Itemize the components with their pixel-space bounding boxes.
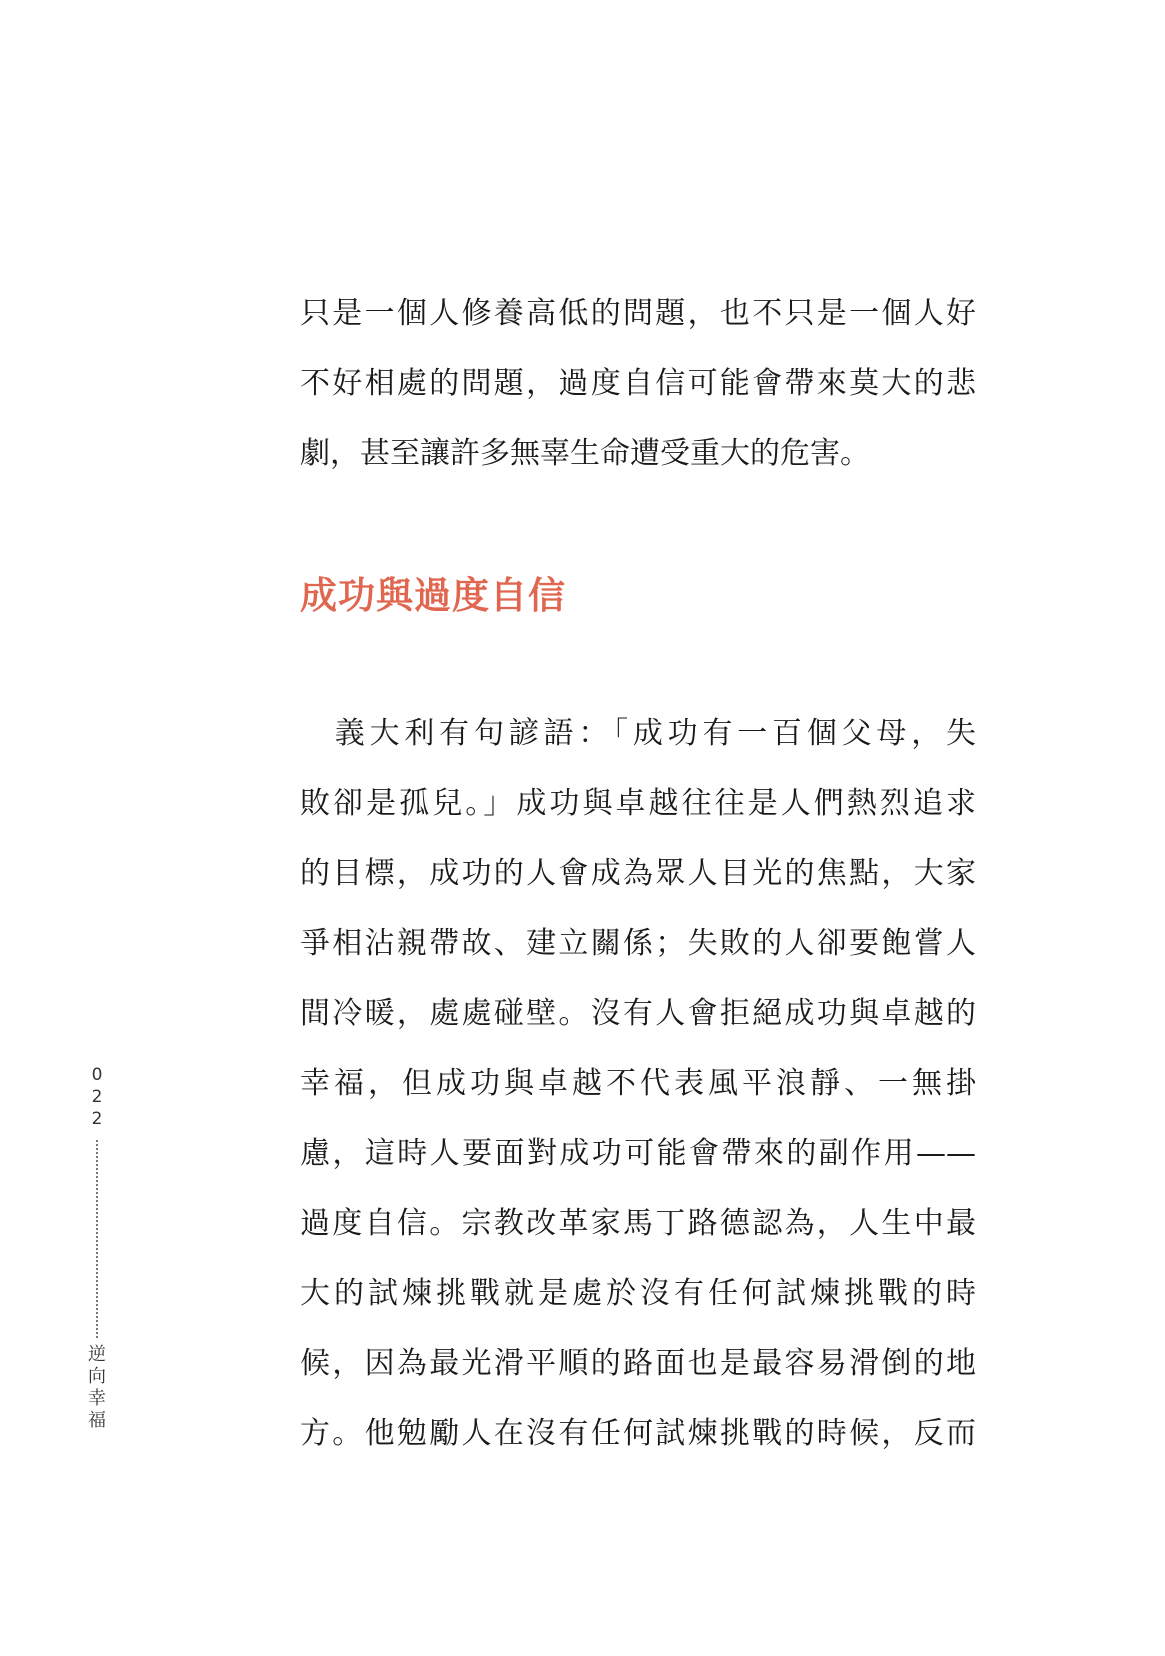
page-sidebar [86,1064,108,1444]
body-paragraph [300,699,976,1469]
text-line: 間冷暖，處處碰壁。沒有人會拒絕成功與卓越的 [300,996,976,1031]
running-title-char: 逆 [88,1344,106,1365]
text-line: 只是一個人修養高低的問題，也不只是一個人好 [300,296,976,331]
page-number-digit: 2 [91,1087,103,1107]
running-title [86,1344,108,1432]
text-line: 幸福，但成功與卓越不代表風平浪靜、一無掛 [300,1066,976,1101]
page-number-digit: 0 [91,1065,103,1085]
section-heading: 成功與過度自信 [300,573,566,617]
text-line: 義大利有句諺語：「成功有一百個父母，失 [300,716,976,751]
page-number-digit: 2 [91,1109,103,1129]
text-line: 的目標，成功的人會成為眾人目光的焦點，大家 [300,856,976,891]
text-line: 劇，甚至讓許多無辜生命遭受重大的危害。 [300,436,870,471]
running-title-char: 幸 [88,1388,106,1409]
text-line: 候，因為最光滑平順的路面也是最容易滑倒的地 [300,1346,976,1381]
running-title-char: 向 [88,1366,106,1387]
running-title-char: 福 [88,1410,106,1431]
text-line: 爭相沾親帶故、建立關係；失敗的人卻要飽嘗人 [300,926,976,961]
text-line: 敗卻是孤兒。」成功與卓越往往是人們熱烈追求 [300,786,976,821]
text-line: 慮，這時人要面對成功可能會帶來的副作用—— [300,1136,976,1171]
text-line: 不好相處的問題，過度自信可能會帶來莫大的悲 [300,366,976,401]
dotted-divider [96,1140,98,1338]
intro-paragraph [300,279,976,489]
text-line: 過度自信。宗教改革家馬丁路德認為，人生中最 [300,1206,976,1241]
text-line: 方。他勉勵人在沒有任何試煉挑戰的時候，反而 [300,1416,976,1451]
text-line: 大的試煉挑戰就是處於沒有任何試煉挑戰的時 [300,1276,976,1311]
page-number [86,1064,108,1130]
